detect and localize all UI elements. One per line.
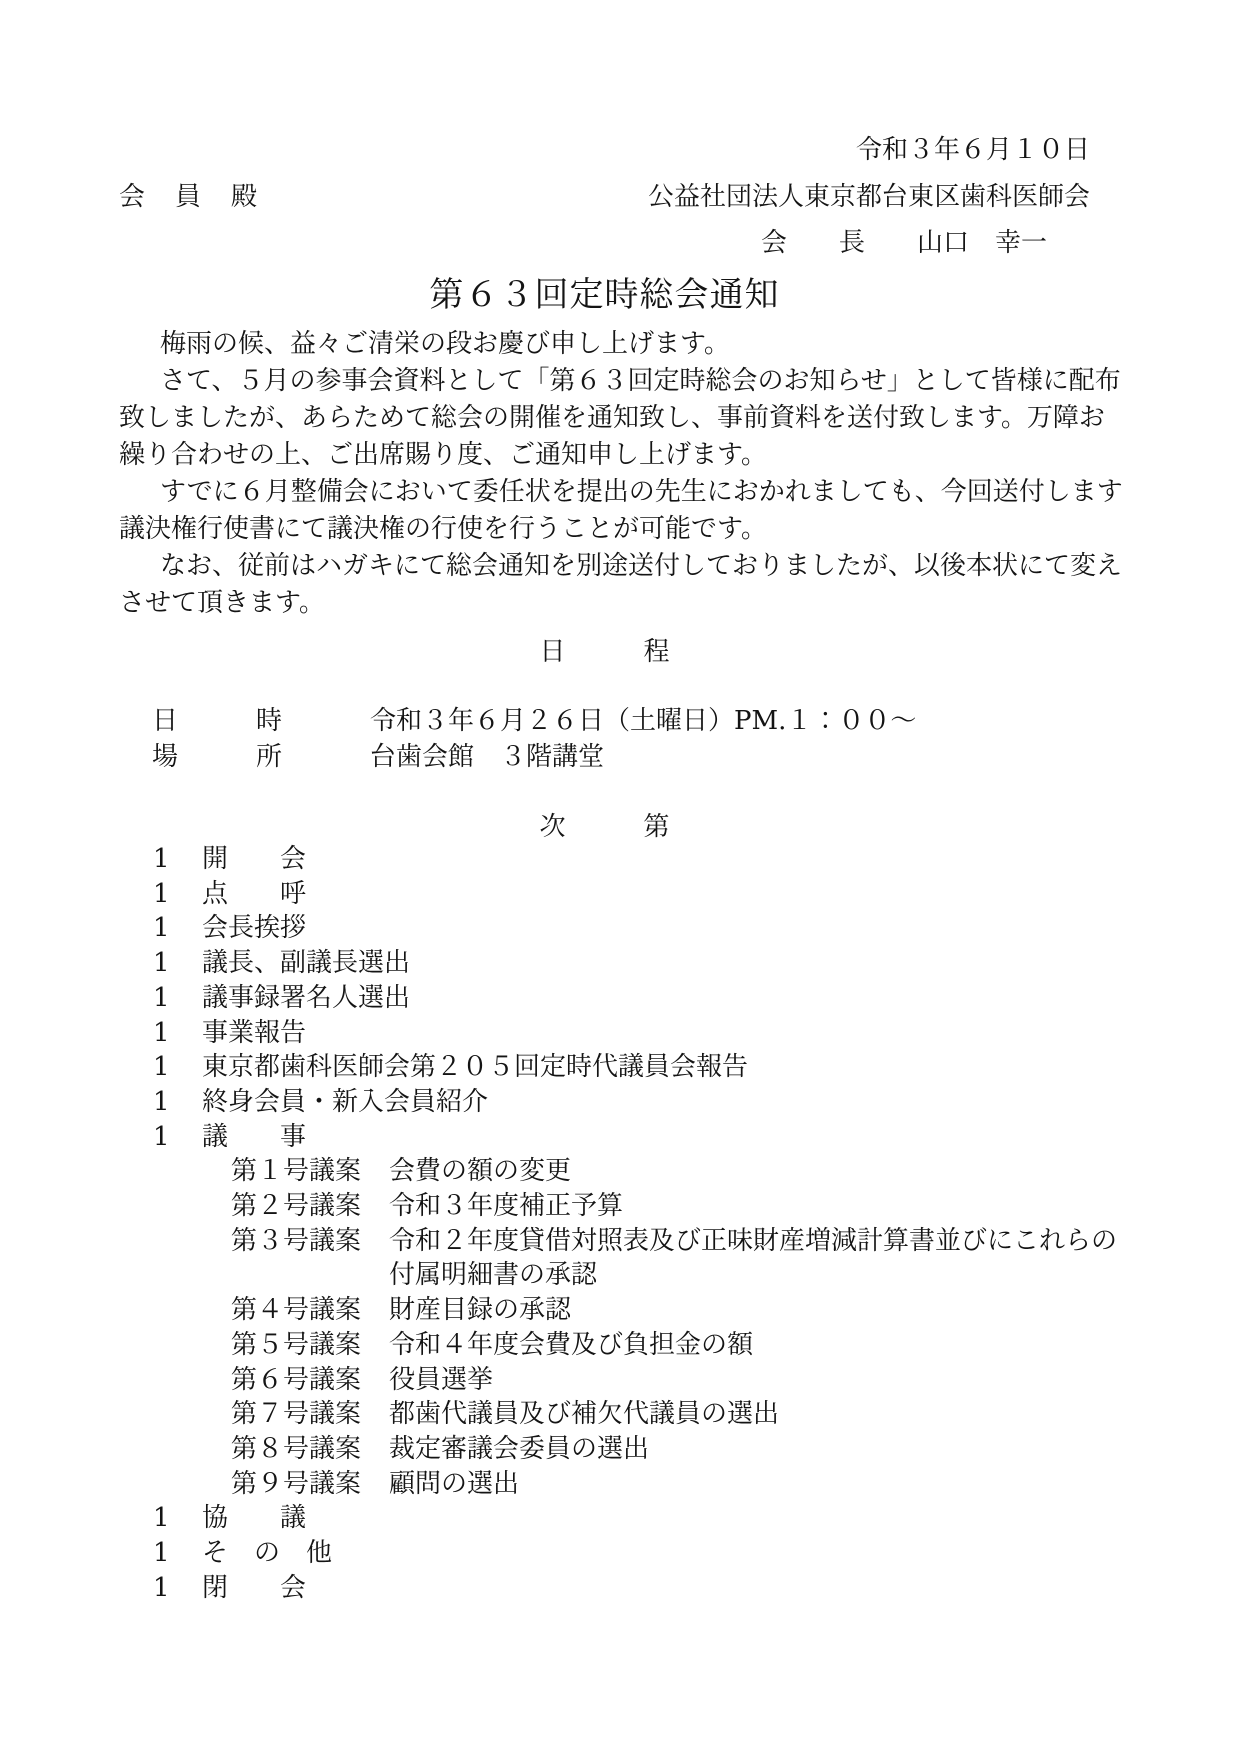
agenda-item: [153, 1085, 1090, 1120]
agenda-item-label: 事業報告: [202, 1017, 307, 1048]
agenda-item-label: 閉 会: [202, 1572, 307, 1603]
proposal-description: 会費の額の変更: [389, 1156, 572, 1187]
proposal-description: 令和２年度貸借対照表及び正味財産増減計算書並びにこれらの 付属明細書の承認: [389, 1225, 1118, 1291]
agenda-item-number: 1: [153, 1017, 170, 1048]
agenda-item-label: 議事録署名人選出: [202, 982, 411, 1013]
proposal-item: [231, 1432, 1090, 1467]
body-paragraph: [119, 326, 1090, 363]
proposal-description: 顧問の選出: [389, 1468, 520, 1499]
schedule-row: [152, 704, 1090, 740]
proposal-item: [231, 1154, 1090, 1189]
president-line: 会 長 山口 幸一: [760, 228, 1047, 258]
schedule-row: [152, 740, 1090, 776]
agenda-item-number: 1: [153, 1538, 170, 1569]
agenda-item-label: 開 会: [202, 844, 307, 874]
agenda-item: [153, 1501, 1090, 1536]
agenda-item: [153, 1571, 1090, 1606]
agenda-item: [153, 1536, 1090, 1571]
proposal-item: [231, 1328, 1090, 1363]
proposal-label: 第５号議案: [231, 1329, 362, 1360]
address-row: [119, 182, 1090, 212]
proposal-description: 役員選挙: [389, 1364, 494, 1395]
agenda-item-number: 1: [153, 1572, 170, 1603]
proposal-item: [231, 1293, 1090, 1328]
agenda-item: [153, 1050, 1090, 1085]
proposal-description: 令和３年度補正予算: [389, 1191, 624, 1222]
agenda-item-label: 東京都歯科医師会第２０５回定時代議員会報告: [202, 1052, 749, 1083]
agenda-item-number: 1: [153, 1503, 170, 1534]
paragraph-line: 致しましたが、あらためて総会の開催を通知致し、事前資料を送付致します。万障お: [119, 403, 1105, 433]
agenda-item: [153, 981, 1090, 1016]
document-date: 令和３年６月１０日: [855, 135, 1090, 165]
agenda-item-number: 1: [153, 1086, 170, 1117]
agenda-item-label: 点 呼: [202, 878, 307, 909]
agenda-item-number: 1: [153, 1052, 170, 1083]
paragraph-line: 議決権行使書にて議決権の行使を行うことが可能です。: [119, 514, 767, 544]
agenda-item-number: 1: [153, 913, 170, 944]
body-paragraph: [119, 474, 1123, 548]
agenda-item-label: 議 事: [202, 1121, 307, 1152]
proposal-description: 財産目録の承認: [389, 1295, 572, 1326]
proposal-description: 都歯代議員及び補欠代議員の選出: [389, 1399, 780, 1430]
agenda-item-label: 協 議: [202, 1503, 307, 1534]
body-paragraph: [119, 363, 1121, 474]
recipient: 会 員 殿: [119, 182, 260, 212]
proposal-item: [231, 1189, 1090, 1224]
proposal-label: 第６号議案: [231, 1364, 362, 1395]
paragraph-line: 繰り合わせの上、ご出席賜り度、ご通知申し上げます。: [119, 440, 767, 470]
proposal-item: [231, 1467, 1090, 1502]
body-paragraphs: [119, 326, 1123, 622]
agenda-item-number: 1: [153, 844, 170, 874]
body-paragraph: [119, 548, 1123, 622]
proposal-item: [231, 1363, 1090, 1398]
proposal-label: 第７号議案: [231, 1399, 362, 1430]
agenda-item-number: 1: [153, 982, 170, 1013]
agenda-item-number: 1: [153, 948, 170, 979]
proposal-label: 第３号議案: [231, 1225, 362, 1256]
agenda-item-label: 終身会員・新入会員紹介: [202, 1086, 489, 1117]
agenda-item-label: そ の 他: [202, 1538, 333, 1569]
agenda-item: [153, 1016, 1090, 1051]
agenda-item: [153, 1120, 1090, 1155]
proposal-item: [231, 1224, 1118, 1293]
document-title: 第６３回定時総会通知: [429, 275, 780, 315]
agenda-item-label: 会長挨拶: [202, 913, 307, 944]
proposal-label: 第４号議案: [231, 1295, 362, 1326]
agenda-list: [119, 842, 1118, 1605]
agenda-item: [153, 877, 1090, 912]
paragraph-line: なお、従前はハガキにて総会通知を別途送付しておりましたが、以後本状にて変え: [160, 551, 1123, 581]
agenda-item: [153, 911, 1090, 946]
paragraph-line: させて頂きます。: [119, 588, 325, 618]
paragraph-line: さて、５月の参事会資料として「第６３回定時総会のお知らせ」として皆様に配布: [160, 366, 1121, 396]
agenda-item: [153, 842, 1090, 877]
schedule-block: [152, 704, 1090, 775]
agenda-item-number: 1: [153, 1121, 170, 1152]
proposal-label: 第１号議案: [231, 1156, 362, 1187]
paragraph-line: 梅雨の候、益々ご清栄の段お慶び申し上げます。: [160, 329, 730, 359]
schedule-value: 台歯会館 ３階講堂: [370, 741, 605, 772]
proposal-label: 第９号議案: [231, 1468, 362, 1499]
proposal-label: 第８号議案: [231, 1433, 362, 1464]
organization-name: 公益社団法人東京都台東区歯科医師会: [647, 182, 1090, 212]
schedule-heading: 日 程: [539, 637, 670, 667]
agenda-item-label: 議長、副議長選出: [202, 948, 411, 979]
schedule-value: 令和３年６月２６日（土曜日）PM.１：００～: [370, 706, 917, 736]
schedule-label: 場 所: [152, 741, 283, 772]
agenda-item-number: 1: [153, 878, 170, 909]
paragraph-line: すでに６月整備会において委任状を提出の先生におかれましても、今回送付します: [160, 477, 1123, 507]
proposal-description: 令和４年度会費及び負担金の額: [389, 1329, 754, 1360]
proposal-description: 裁定審議会委員の選出: [389, 1433, 650, 1464]
agenda-item: [153, 946, 1090, 981]
schedule-label: 日 時: [152, 706, 283, 736]
agenda-heading: 次 第: [539, 812, 670, 842]
proposal-item: [231, 1397, 1090, 1432]
proposal-label: 第２号議案: [231, 1191, 362, 1222]
